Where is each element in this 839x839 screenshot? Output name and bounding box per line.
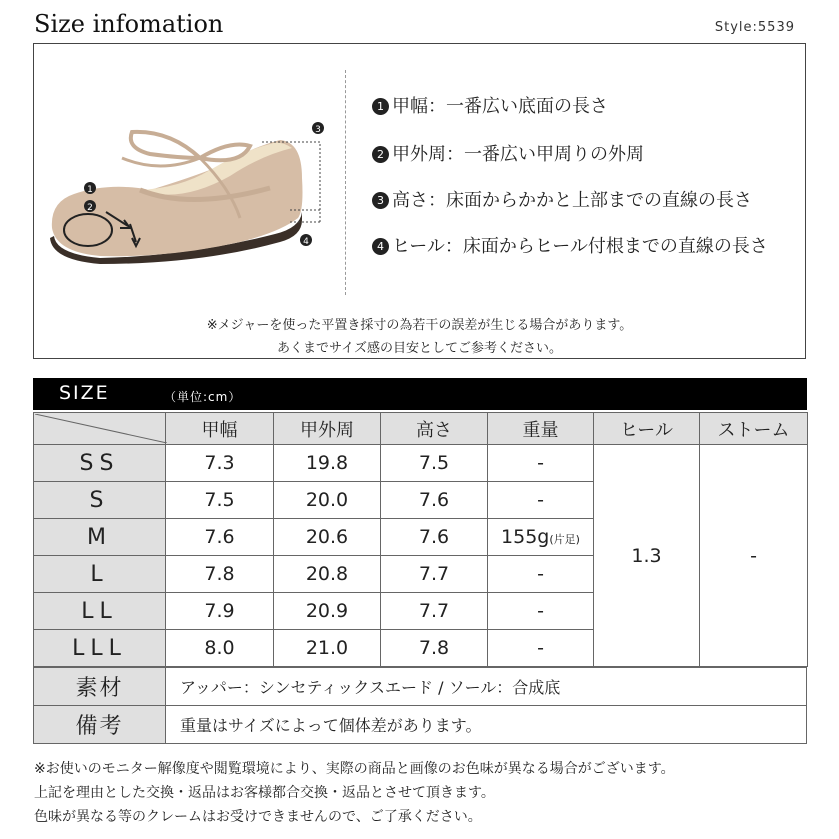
remarks-value: 重量はサイズによって個体差があります。 <box>166 706 807 744</box>
col-header-weight: 重量 <box>488 413 594 445</box>
width-cell: 7.9 <box>166 593 274 630</box>
weight-value: 155g <box>501 526 550 548</box>
material-row <box>34 668 807 706</box>
col-header-storm: ストーム <box>700 413 808 445</box>
height-cell: 7.7 <box>381 593 488 630</box>
footer-note-2: 上記を理由とした交換・返品はお客様都合交換・返品とさせて頂きます。 <box>34 785 495 801</box>
weight-note: (片足) <box>549 533 580 546</box>
feature-text: 甲外周：一番広い甲周りの外周 <box>392 144 644 165</box>
feature-text: 甲幅：一番広い底面の長さ <box>392 96 608 117</box>
feature-text: 高さ：床面からかかと上部までの直線の長さ <box>392 190 752 211</box>
size-cell: LLL <box>34 630 166 667</box>
size-cell: M <box>34 519 166 556</box>
width-cell: 8.0 <box>166 630 274 667</box>
marker-4: 4 <box>303 237 309 247</box>
height-cell: 7.6 <box>381 519 488 556</box>
girth-cell: 21.0 <box>274 630 381 667</box>
width-cell: 7.6 <box>166 519 274 556</box>
size-table <box>33 412 808 667</box>
remarks-row <box>34 706 807 744</box>
marker-2: 2 <box>87 203 93 213</box>
weight-cell <box>488 556 594 593</box>
feature-number: 2 <box>372 146 389 163</box>
girth-cell: 20.8 <box>274 556 381 593</box>
corner-cell <box>34 413 166 445</box>
width-cell: 7.5 <box>166 482 274 519</box>
divider-dashed <box>345 70 346 295</box>
size-cell: S <box>34 482 166 519</box>
shoe-bow <box>131 132 250 160</box>
feature-number: 1 <box>372 98 389 115</box>
size-label: SIZE <box>59 382 110 404</box>
width-cell: 7.8 <box>166 556 274 593</box>
weight-value: - <box>537 452 544 474</box>
girth-cell: 20.6 <box>274 519 381 556</box>
weight-cell <box>488 519 594 556</box>
girth-cell: 20.9 <box>274 593 381 630</box>
feature-heel <box>372 232 768 258</box>
girth-cell: 19.8 <box>274 445 381 482</box>
weight-value: - <box>537 600 544 622</box>
height-cell: 7.7 <box>381 556 488 593</box>
height-cell: 7.6 <box>381 482 488 519</box>
feature-width <box>372 92 608 118</box>
page-title: Size infomation <box>34 10 224 38</box>
measure-note-line2: あくまでサイズ感の目安としてご参考ください。 <box>277 341 562 356</box>
footer-note-1: ※お使いのモニター解像度や閲覧環境により、実際の商品と画像のお色味が異なる場合がございます。 <box>34 761 675 777</box>
feature-height <box>372 186 752 212</box>
width-cell: 7.3 <box>166 445 274 482</box>
weight-cell <box>488 482 594 519</box>
marker-1: 1 <box>87 185 93 195</box>
col-header-width: 甲幅 <box>166 413 274 445</box>
weight-cell <box>488 445 594 482</box>
size-unit: （単位:cm） <box>164 390 242 404</box>
table-row <box>34 445 808 482</box>
col-header-heel: ヒール <box>594 413 700 445</box>
measure-note-line1: ※メジャーを使った平置き採寸の為若干の誤差が生じる場合があります。 <box>206 318 633 333</box>
weight-value: - <box>537 489 544 511</box>
feature-text: ヒール：床面からヒール付根までの直線の長さ <box>392 236 768 257</box>
size-cell: LL <box>34 593 166 630</box>
weight-value: - <box>537 563 544 585</box>
size-cell: L <box>34 556 166 593</box>
heel-cell: 1.3 <box>594 445 700 667</box>
feature-number: 4 <box>372 238 389 255</box>
remarks-label: 備考 <box>34 706 166 744</box>
height-cell: 7.8 <box>381 630 488 667</box>
size-header-bar <box>33 378 807 410</box>
style-number: Style:5539 <box>714 20 795 35</box>
weight-cell <box>488 593 594 630</box>
girth-cell: 20.0 <box>274 482 381 519</box>
material-label: 素材 <box>34 668 166 706</box>
material-value: アッパー：シンセティックスエード / ソール：合成底 <box>166 668 807 706</box>
shoe-illustration <box>40 118 340 268</box>
col-header-height: 高さ <box>381 413 488 445</box>
weight-value: - <box>537 637 544 659</box>
storm-cell: - <box>700 445 808 667</box>
footer-note-3: 色味が異なる等のクレームはお受けできませんので、ご了承ください。 <box>34 809 482 825</box>
table-header-row <box>34 413 808 445</box>
col-header-girth: 甲外周 <box>274 413 381 445</box>
height-cell: 7.5 <box>381 445 488 482</box>
material-table <box>33 667 807 744</box>
marker-3: 3 <box>315 125 321 135</box>
size-cell: SS <box>34 445 166 482</box>
feature-number: 3 <box>372 192 389 209</box>
weight-cell <box>488 630 594 667</box>
feature-girth <box>372 140 644 166</box>
